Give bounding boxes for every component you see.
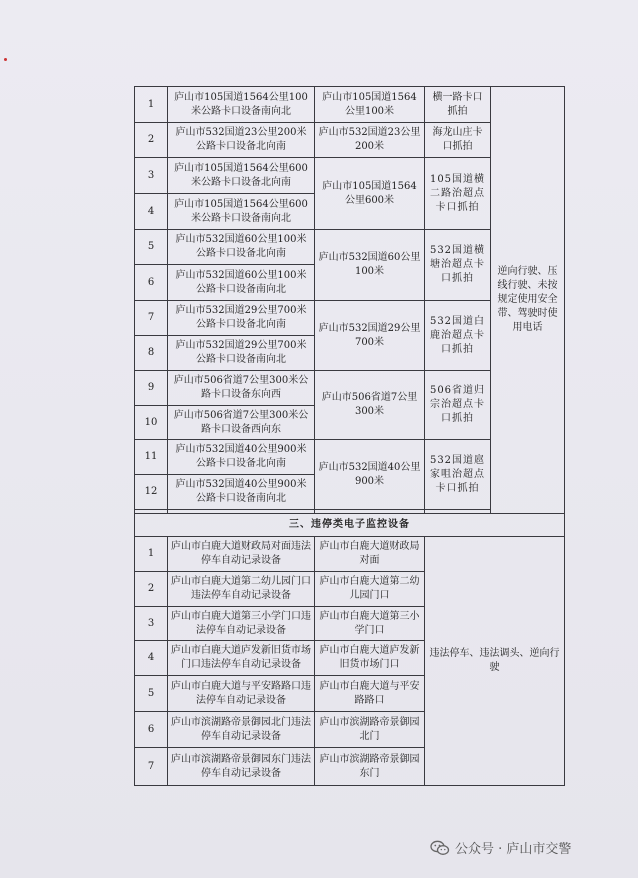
row-number: 2 — [135, 572, 168, 607]
row-number: 3 — [135, 607, 168, 641]
row-number: 12 — [135, 475, 168, 510]
device-name: 横一路卡口抓拍 — [425, 87, 491, 123]
device-location: 庐山市白鹿大道第二幼儿园门口违法停车自动记录设备 — [168, 572, 315, 607]
table-row — [135, 87, 565, 123]
table-row — [135, 537, 565, 572]
device-location: 庐山市105国道1564公里600米公路卡口设备北向南 — [168, 158, 315, 194]
section-header-row — [135, 514, 565, 537]
device-point: 庐山市白鹿大道庐发新旧货市场门口 — [315, 641, 425, 676]
device-point: 庐山市滨湖路帝景御园东门 — [315, 748, 425, 786]
device-point: 庐山市532国道60公里100米 — [315, 230, 425, 301]
device-location: 庐山市532国道23公里200米公路卡口设备北向南 — [168, 123, 315, 158]
device-point: 庐山市105国道1564公里100米 — [315, 87, 425, 123]
section-title: 三、违停类电子监控设备 — [135, 514, 565, 537]
wechat-icon — [430, 840, 450, 856]
device-location: 庐山市532国道40公里900米公路卡口设备南向北 — [168, 475, 315, 510]
device-location: 庐山市532国道40公里900米公路卡口设备北向南 — [168, 440, 315, 475]
row-number: 6 — [135, 712, 168, 748]
device-name: 105国道横二路治超点卡口抓拍 — [425, 158, 491, 230]
device-location: 庐山市白鹿大道庐发新旧货市场门口违法停车自动记录设备 — [168, 641, 315, 676]
device-point: 庐山市532国道40公里900米 — [315, 440, 425, 510]
device-name: 532国道扈家咀治超点卡口抓拍 — [425, 440, 491, 510]
device-name: 532国道白鹿治超点卡口抓拍 — [425, 301, 491, 371]
wechat-watermark — [430, 838, 571, 857]
watermark-text: 公众号 · 庐山市交警 — [455, 842, 572, 857]
device-point: 庐山市白鹿大道第二幼儿园门口 — [315, 572, 425, 607]
device-location: 庐山市532国道60公里100米公路卡口设备南向北 — [168, 265, 315, 301]
device-location: 庐山市滨湖路帝景御园东门违法停车自动记录设备 — [168, 748, 315, 786]
row-number: 2 — [135, 123, 168, 158]
violation-behavior: 逆向行驶、压线行驶、未按规定使用安全带、驾驶时使用电话 — [491, 87, 565, 514]
device-table — [134, 86, 565, 786]
device-point: 庐山市白鹿大道与平安路路口 — [315, 676, 425, 712]
device-location: 庐山市506省道7公里300米公路卡口设备西向东 — [168, 406, 315, 440]
device-location: 庐山市白鹿大道财政局对面违法停车自动记录设备 — [168, 537, 315, 572]
device-point: 庐山市532国道23公里200米 — [315, 123, 425, 158]
device-location: 庐山市105国道1564公里100米公路卡口设备南向北 — [168, 87, 315, 123]
device-point: 庐山市滨湖路帝景御园北门 — [315, 712, 425, 748]
device-point: 庐山市白鹿大道第三小学门口 — [315, 607, 425, 641]
row-number: 1 — [135, 537, 168, 572]
device-location: 庐山市532国道60公里100米公路卡口设备北向南 — [168, 230, 315, 265]
row-number: 9 — [135, 371, 168, 406]
device-name: 506省道归宗治超点卡口抓拍 — [425, 371, 491, 440]
violation-behavior: 违法停车、违法调头、逆向行驶 — [425, 537, 565, 786]
device-name: 海龙山庄卡口抓拍 — [425, 123, 491, 158]
device-location: 庐山市506省道7公里300米公路卡口设备东向西 — [168, 371, 315, 406]
device-point: 庐山市532国道29公里700米 — [315, 301, 425, 371]
row-number: 6 — [135, 265, 168, 301]
device-name: 532国道横塘治超点卡口抓拍 — [425, 230, 491, 301]
row-number: 4 — [135, 641, 168, 676]
row-number: 4 — [135, 194, 168, 230]
row-number: 11 — [135, 440, 168, 475]
device-point: 庐山市506省道7公里300米 — [315, 371, 425, 440]
scan-mark — [4, 58, 7, 61]
row-number: 5 — [135, 676, 168, 712]
row-number: 10 — [135, 406, 168, 440]
row-number: 8 — [135, 336, 168, 371]
device-point: 庐山市105国道1564公里600米 — [315, 158, 425, 230]
row-number: 1 — [135, 87, 168, 123]
row-number: 3 — [135, 158, 168, 194]
device-point: 庐山市白鹿大道财政局对面 — [315, 537, 425, 572]
device-location: 庐山市白鹿大道第三小学门口违法停车自动记录设备 — [168, 607, 315, 641]
row-number: 5 — [135, 230, 168, 265]
device-location: 庐山市白鹿大道与平安路路口违法停车自动记录设备 — [168, 676, 315, 712]
device-location: 庐山市滨湖路帝景御园北门违法停车自动记录设备 — [168, 712, 315, 748]
device-location: 庐山市105国道1564公里600米公路卡口设备南向北 — [168, 194, 315, 230]
device-location: 庐山市532国道29公里700米公路卡口设备南向北 — [168, 336, 315, 371]
device-location: 庐山市532国道29公里700米公路卡口设备北向南 — [168, 301, 315, 336]
row-number: 7 — [135, 301, 168, 336]
row-number: 7 — [135, 748, 168, 786]
